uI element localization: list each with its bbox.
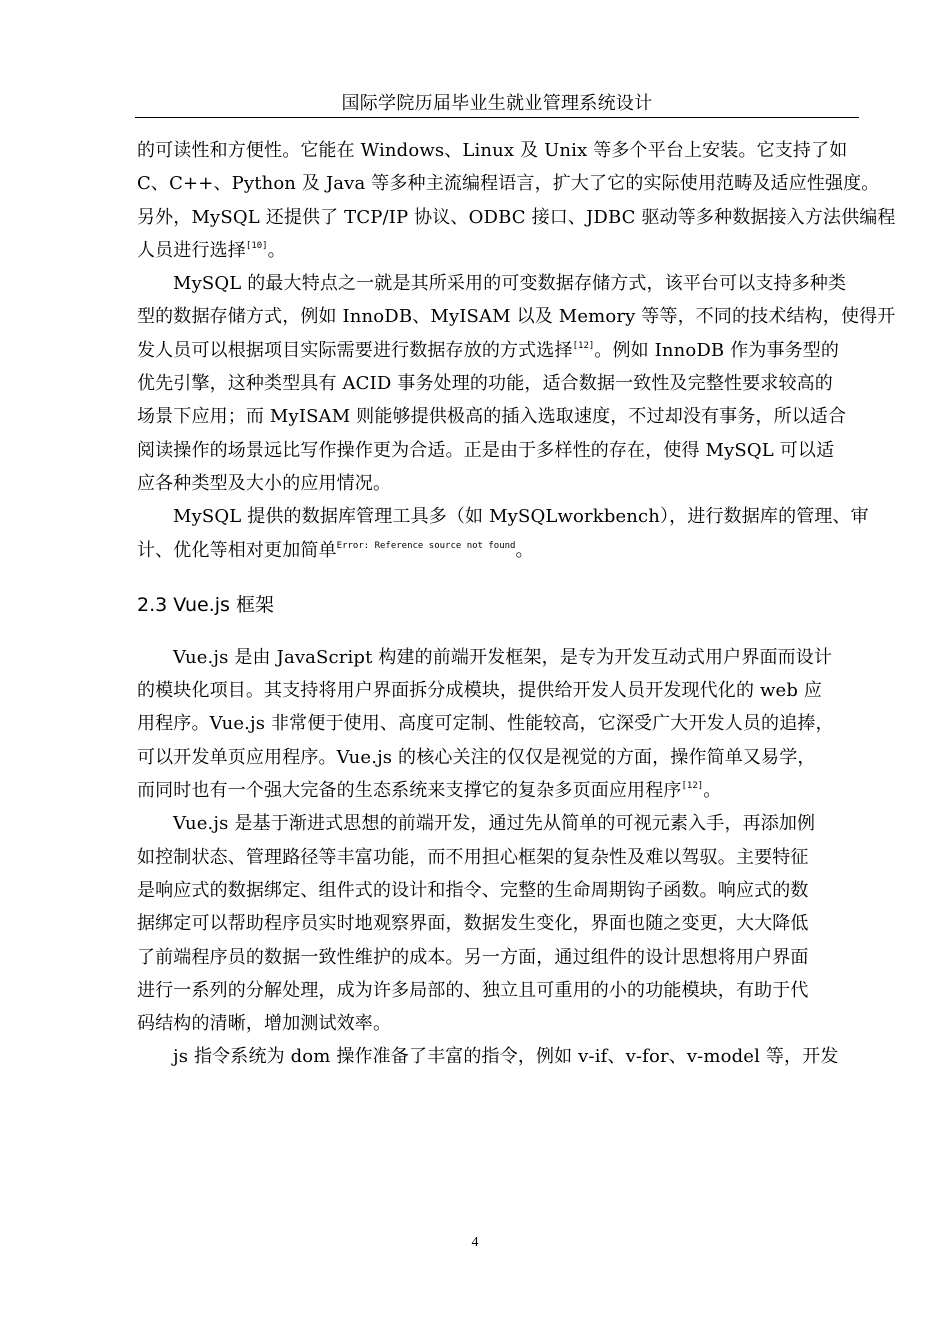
text-line: 据绑定可以帮助程序员实时地观察界面，数据发生变化，界面也随之变更，大大降低 — [137, 913, 809, 935]
citation-marker: [10] — [245, 240, 268, 251]
text-line: js 指令系统为 dom 操作准备了丰富的指令，例如 v-if、v-for、v-model 等，开发 — [173, 1046, 839, 1068]
citation-marker: [12] — [681, 781, 704, 792]
line-text: 发人员可以根据项目实际需要进行数据存放的方式选择 — [137, 339, 573, 361]
line-text: 。 — [267, 239, 286, 261]
paragraph — [137, 134, 896, 267]
paragraph — [137, 807, 861, 1040]
text-line: 的模块化项目。其支持将用户界面拆分成模块，提供给开发人员开发现代化的 web 应 — [137, 680, 823, 702]
line-text: 。 — [515, 539, 534, 561]
section-heading: 2.3 Vue.js 框架 — [137, 593, 274, 616]
text-line: 进行一系列的分解处理，成为许多局部的、独立且可重用的小的功能模块，有助于代 — [137, 979, 809, 1001]
text-line: 了前端程序员的数据一致性维护的成本。另一方面，通过组件的设计思想将用户界面 — [137, 946, 809, 968]
text-line — [137, 234, 861, 267]
text-line: 的可读性和方便性。它能在 Windows、Linux 及 Unix 等多个平台上安装。它支持了如 — [137, 140, 848, 161]
line-text: 人员进行选择 — [137, 239, 246, 261]
text-line — [137, 774, 861, 807]
text-line: 码结构的清晰，增加测试效率。 — [137, 1013, 392, 1035]
header-rule — [135, 117, 859, 118]
text-line: Vue.js 是基于渐进式思想的前端开发，通过先从简单的可视元素入手，再添加例 — [173, 813, 816, 835]
paragraph — [137, 1040, 861, 1073]
text-line: 型的数据存储方式，例如 InnoDB、MyISAM 以及 Memory 等等，不同的技术结构，使得开 — [137, 306, 896, 328]
page-number: 4 — [471, 1235, 479, 1250]
line-text: 。 — [703, 780, 722, 802]
body-content — [137, 134, 896, 1074]
text-line: 如控制状态、管理路径等丰富功能，而不用担心框架的复杂性及难以驾驭。主要特征 — [137, 846, 809, 868]
text-line: C、C++、Python 及 Java 等多种主流编程语言，扩大了它的实际使用范畴及适应性强度。 — [137, 173, 880, 195]
citation-marker: [12] — [572, 340, 595, 351]
text-line: 优先引擎，这种类型具有 ACID 事务处理的功能，适合数据一致性及完整性要求较高的 — [137, 373, 833, 395]
text-line: 可以开发单页应用程序。Vue.js 的核心关注的仅仅是视觉的方面，操作简单又易学， — [137, 746, 816, 768]
text-line — [137, 534, 861, 567]
line-text: 计、优化等相对更加简单 — [137, 539, 337, 561]
text-line: Vue.js 是由 JavaScript 构建的前端开发框架，是专为开发互动式用户界面而设计 — [173, 646, 833, 668]
paragraph — [137, 500, 869, 567]
reference-error-marker: Error: Reference source not found — [336, 540, 516, 551]
paragraph — [137, 641, 861, 807]
text-line: 是响应式的数据绑定、组件式的设计和指令、完整的生命周期钩子函数。响应式的数 — [137, 879, 809, 901]
text-line: 用程序。Vue.js 非常便于使用、高度可定制、性能较高，它深受广大开发人员的追捧， — [137, 713, 834, 735]
text-line: 另外，MySQL 还提供了 TCP/IP 协议、ODBC 接口、JDBC 驱动等多种数据接入方法供编程 — [137, 206, 896, 228]
text-line: 阅读操作的场景远比写作操作更为合适。正是由于多样性的存在，使得 MySQL 可以适 — [137, 439, 835, 461]
text-line: MySQL 提供的数据库管理工具多（如 MySQLworkbench），进行数据库的管理、审 — [173, 506, 869, 528]
line-text: 。例如 InnoDB 作为事务型的 — [594, 339, 840, 361]
running-header: 国际学院历届毕业生就业管理系统设计 — [341, 93, 653, 114]
text-line: MySQL 的最大特点之一就是其所采用的可变数据存储方式，该平台可以支持多种类 — [173, 273, 847, 295]
line-text: 而同时也有一个强大完备的生态系统来支撑它的复杂多页面应用程序 — [137, 780, 682, 802]
text-line — [137, 334, 861, 367]
text-line: 场景下应用；而 MyISAM 则能够提供极高的插入选取速度，不过却没有事务，所以适合 — [137, 406, 847, 428]
paragraph — [137, 267, 896, 500]
text-line: 应各种类型及大小的应用情况。 — [137, 472, 392, 494]
